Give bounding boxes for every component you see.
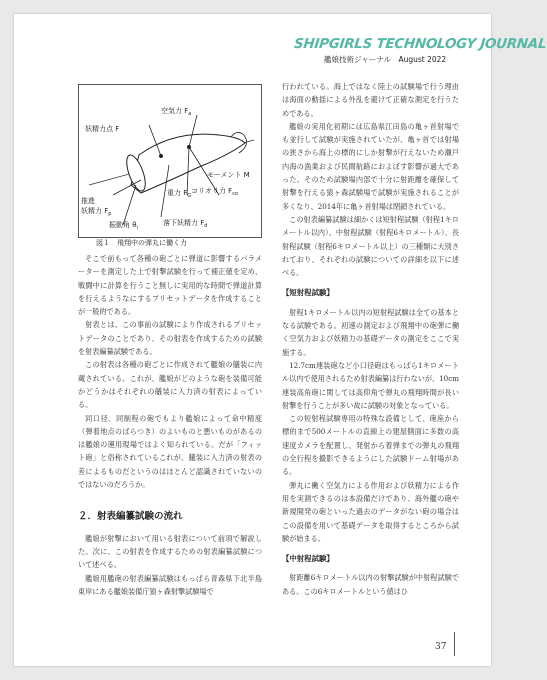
mid-range-heading: 【中射程試験】 [282,554,334,564]
journal-masthead [293,36,547,65]
svg-text:振動角 θi: 振動角 $\theta_i$ [109,221,138,231]
force-diagram [79,85,261,237]
document-page [14,14,547,666]
page-number: 37 [435,642,447,652]
paragraph: この射表編纂試験は細かくは短射程試験（射程1キロメートル以内）、中射程試験（射程6キロメートル）、長射程試験（射程6キロメートル以上）の三種類に大別されており、それぞれの試験についての詳細を以下に述べる。 [282,214,459,278]
paragraph: 12.7cm連装砲など小口径砲はもっぱら1キロメートル以内で使用されるため射表編纂は行わないが、10cm連装高角砲に関しては高仰角で弾丸の飛翔時間が長い射撃を行うことが多い故に試験の対象となっている。 [282,360,459,410]
paragraph: この短射程試験専用の特殊な設備として、砲座から標的まで500メートルの直線上の建屋側面に多数の高速度カメラを配置し、発射から着弾までの弾丸の飛翔の全行程を撮影できるようにした試験ドーム射場がある。 [282,414,459,477]
svg-text:妖精力 Fp: 妖精力 $F_p$ [81,207,112,217]
svg-text:落下妖精力 Fd: 落下妖精力 $F_d$ [163,219,208,229]
left-column [78,252,262,598]
section-heading: ２．射表編纂試験の流れ [78,511,183,523]
paragraph: 射距離6キロメートル以内の射撃試験が中射程試験である。この6キロメートルという値はひ [282,573,459,596]
svg-text:モーメント M: モーメント M [207,171,250,179]
paragraph: 艦娘用艦砲の射表編纂試験はもっぱら青森県下北半島東岸にある艦娘装備庁猿ヶ森射撃試験場で [78,573,262,596]
paragraph: 射程1キロメートル以内の短射程試験は全ての基本となる試験である。初速の測定および飛翔中の砲弾に働く空気力および妖精力の基礎データの測定をここで実施する。 [282,307,459,357]
paragraph: 艦娘が射撃において用いる射表について前項で解説した。次に、この射表を作成するための射表編纂試験について述べる。 [78,533,262,570]
paragraph: 艦娘の実用化初期には広島県江田島の亀ヶ首射場でも並行して試験が実施されていたが、亀ヶ首では射場の狭さから海上の標的にしか射撃が行えないため瀬戸内海の漁業および民間航路におよぼす影響が過大であった。そのため試験場内部で十分に射距離を確保して射撃を行える猿ヶ森試験場で試験が実施されることが多くなり、2014年に亀ヶ首射場は閉鎖されている。 [282,121,459,211]
page-number-rule [454,632,455,656]
paragraph: この射表は各種の砲ごとに作成されて艦娘の艤装に内蔵されている。これが、艦娘がどのような砲を装備可能かどうかはそれぞれの艤装に入力済の射表によっている。 [78,360,262,410]
paragraph: 同口径、同制程の砲でもより艦娘によって命中精度（弾着地点のばらつき）のよいものと悪いものがあるのは艦娘の運用現場ではよく知られている。だが「フィット砲」と俗称されているこれが、艤装に入力済の射表の差によるものだというのはほとんど認識されていないのではないのだろうか。 [78,413,262,490]
svg-text:妖精力点 F: 妖精力点 F [85,125,120,133]
journal-title: SHIPGIRLS TECHNOLOGY JOURNAL [293,36,547,52]
paragraph: 弾丸に働く空気力による作用および妖精力による作用を実測できるのは本設備だけであり、海外艦の砲や新規開発の砲といった過去のデータがない砲の場合はこの設備を用いて基礎データを取得するところから試験が始まる。 [282,480,459,543]
svg-text:コリオリ力 Fco: コリオリ力 $F_{co}$ [191,187,238,197]
figure-caption: 図１ 飛翔中の弾丸に働く力 [96,239,187,247]
right-column [282,80,459,598]
projectile-force-figure [78,84,262,238]
paragraph: そこで前もって各種の砲ごとに弾道に影響するパラメーターを測定した上で射撃試験を行って補正値を定め、戦闘中に計算を行うこと無しに実用的な時間で弾道計算を行えるようなにするプリセットデータを作成することが一般的である。 [78,254,262,317]
paragraph: 行われている。海上ではなく陸上の試験場で行う理由は海面の動揺による外乱を避けて正確な測定を行うためである。 [282,82,459,118]
svg-text:推進: 推進 [81,197,95,205]
short-range-heading: 【短射程試験】 [282,288,334,298]
svg-text:重力 FG: 重力 $F_G$ [167,189,192,199]
svg-text:空気力 Fa: 空気力 $F_a$ [161,107,192,117]
journal-subtitle: 艦娘技術ジャーナル August 2022 [324,55,447,64]
paragraph: 射表とは、この事前の試験により作成されるプリセットデータのことであり、その射表を作成するための試験を射表編纂試験である。 [78,320,262,357]
